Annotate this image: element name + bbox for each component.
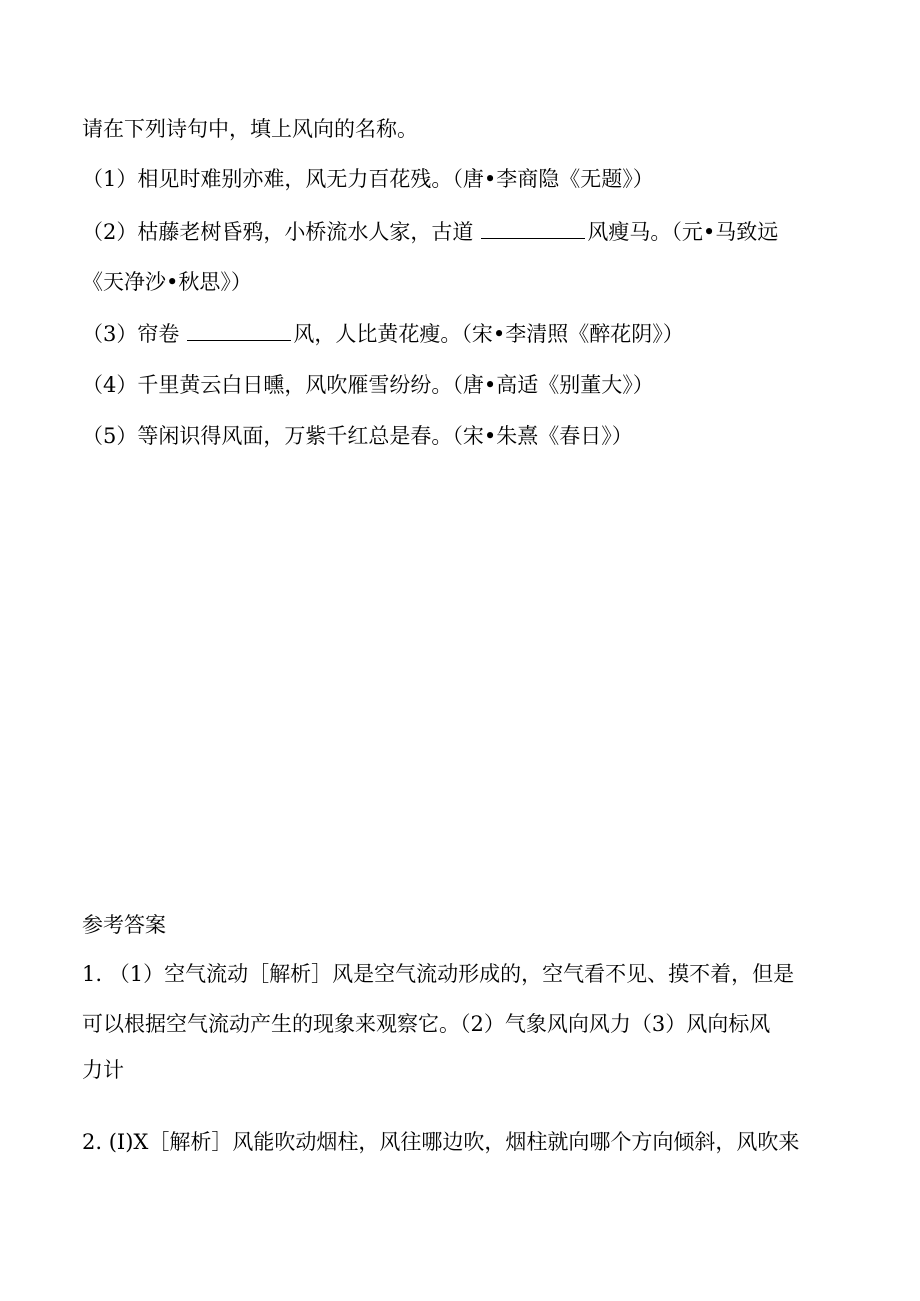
question-item-1 bbox=[82, 165, 654, 193]
question-item-3 bbox=[82, 320, 684, 348]
item-text: 相见时难别亦难，风无力百花残。（唐•李商隐《无题》） bbox=[137, 167, 654, 191]
item-number: （3） bbox=[82, 322, 138, 346]
item-number: （2） bbox=[82, 220, 138, 244]
answer-1-line-2: 可以根据空气流动产生的现象来观察它。（2）气象风向风力（3）风向标风 bbox=[82, 1012, 771, 1036]
fill-in-blank[interactable] bbox=[187, 322, 291, 341]
question-item-2-continuation: 《天净沙•秋思》） bbox=[82, 270, 252, 294]
item-text: 等闲识得风面，万紫千红总是春。（宋•朱熹《春日》） bbox=[137, 424, 633, 448]
question-prompt: 请在下列诗句中，填上风向的名称。 bbox=[82, 117, 418, 141]
question-item-4 bbox=[82, 371, 654, 399]
question-item-5 bbox=[82, 422, 633, 450]
item-text-before-blank: 枯藤老树昏鸦，小桥流水人家，古道 bbox=[137, 220, 474, 244]
item-text-after-blank: 风瘦马。（元•马致远 bbox=[587, 220, 779, 244]
item-text: 千里黄云白日曛，风吹雁雪纷纷。（唐•高适《别董大》） bbox=[137, 373, 654, 397]
answer-1-line-1: 1. （1）空气流动［解析］风是空气流动形成的，空气看不见、摸不着，但是 bbox=[82, 962, 795, 986]
answer-1-line-3: 力计 bbox=[82, 1058, 124, 1082]
fill-in-blank[interactable] bbox=[481, 220, 585, 239]
item-number: （5） bbox=[82, 424, 138, 448]
answer-2-line-1: 2. (I)X［解析］风能吹动烟柱，风往哪边吹，烟柱就向哪个方向倾斜，风吹来 bbox=[82, 1130, 800, 1154]
item-text-before-blank: 帘卷 bbox=[137, 322, 180, 346]
item-text-after-blank: 风，人比黄花瘦。（宋•李清照《醉花阴》） bbox=[293, 322, 684, 346]
answer-heading: 参考答案 bbox=[82, 913, 166, 937]
item-number: （4） bbox=[82, 373, 138, 397]
item-number: （1） bbox=[82, 167, 138, 191]
question-item-2 bbox=[82, 218, 778, 246]
